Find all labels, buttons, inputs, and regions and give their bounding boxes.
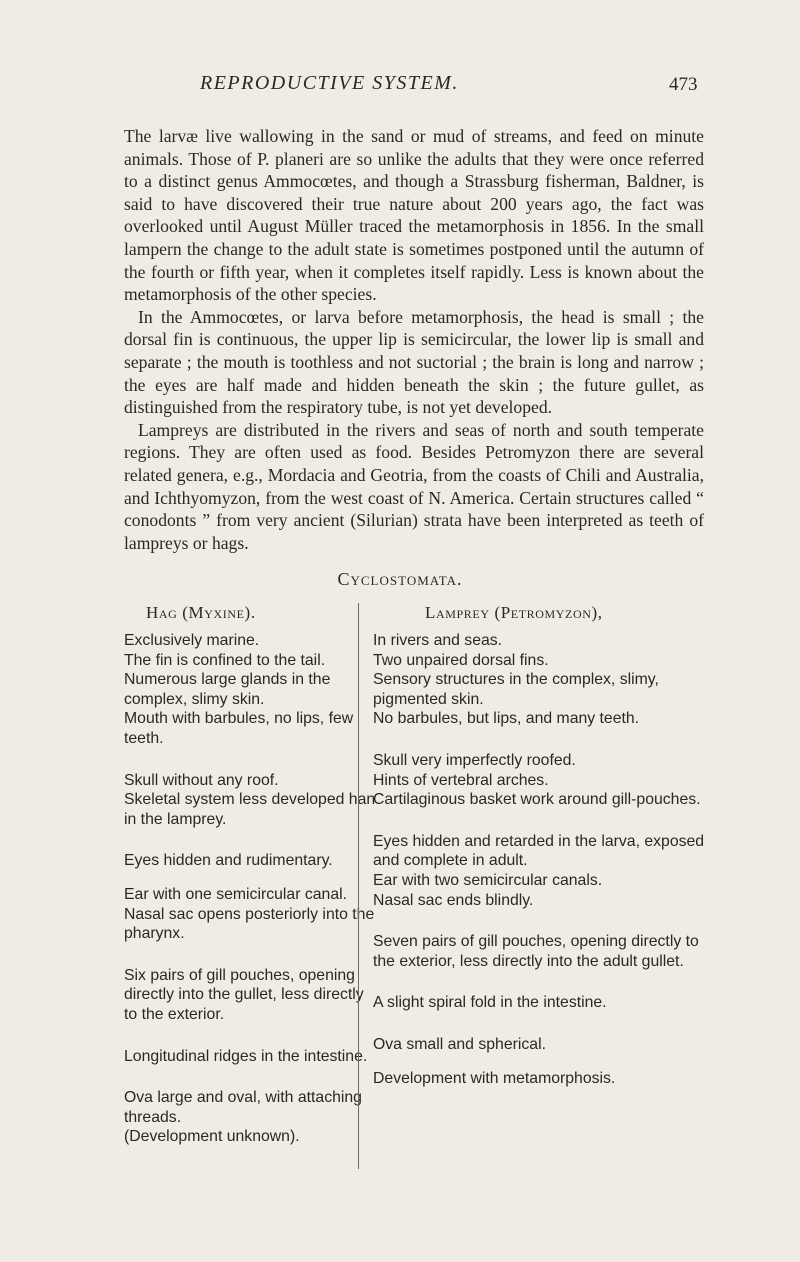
list-item: Ear with one semicircular canal. bbox=[124, 885, 347, 903]
page-number: 473 bbox=[669, 74, 698, 95]
list-item: In rivers and seas. bbox=[373, 632, 503, 649]
list-item: Exclusively marine. bbox=[124, 632, 260, 649]
list-item: Skeletal system less developed han in the lamprey. bbox=[124, 791, 376, 828]
list-item: Two unpaired dorsal fins. bbox=[373, 651, 549, 669]
section-title: Cyclostomata. bbox=[337, 569, 463, 589]
paragraph: In the Ammocœtes, or larva before metamorphosis, the head is small ; the dorsal fin is continuous, the upper lip is semicircular, the lower lip is small and separate ; the mouth is toothless and not suctorial ; the brain is long and narrow ; the eyes are half made and hidden beneath the skin ; the future gullet, as distinguished from the respiratory tube, is not yet developed. bbox=[124, 306, 704, 418]
list-item: Nasal sac opens posteriorly into the pharynx. bbox=[124, 905, 375, 943]
hag-heading: Hag (Myxine). bbox=[146, 603, 256, 622]
list-item: The fin is confined to the tail. bbox=[124, 651, 326, 669]
list-item: Ear with two semicircular canals. bbox=[373, 871, 603, 889]
list-item: Numerous large glands in the complex, slimy skin. bbox=[124, 671, 331, 708]
list-item: Eyes hidden and rudimentary. bbox=[124, 852, 333, 870]
list-item: Skull without any roof. bbox=[124, 771, 279, 789]
list-item: Eyes hidden and retarded in the larva, exposed and complete in adult. bbox=[373, 832, 705, 870]
list-item: Sensory structures in the complex, slimy, pigmented skin. bbox=[373, 671, 659, 708]
running-title: REPRODUCTIVE SYSTEM. bbox=[200, 72, 459, 94]
list-item: Mouth with barbules, no lips, few teeth. bbox=[124, 710, 354, 747]
list-item: Skull very imperfectly roofed. bbox=[373, 751, 576, 769]
list-item: (Development unknown). bbox=[124, 1128, 300, 1146]
paragraph: The larvæ live wallowing in the sand or mud of streams, and feed on minute animals. Those of P. planeri are so unlike the adults that they were once referred to a distinct genus Ammocœtes, and though a Strassburg fisherman, Baldner, is said to have discovered their true nature about 200 years ago, the fact was overlooked until August Müller traced the metamorphosis in 1856. In the small lampern the change to the adult state is sometimes postponed until the autumn of the fourth or fifth year, when it completes itself rapidly. Less is known about the metamorphosis of the other species. bbox=[124, 126, 704, 305]
list-item: Hints of vertebral arches. bbox=[373, 771, 549, 789]
list-item: Development with metamorphosis. bbox=[373, 1069, 616, 1087]
lamprey-heading: Lamprey (Petromyzon), bbox=[425, 603, 603, 622]
list-item: A slight spiral fold in the intestine. bbox=[373, 994, 607, 1012]
hag-column bbox=[124, 603, 378, 1147]
list-item: Cartilaginous basket work around gill-pouches. bbox=[373, 791, 701, 809]
lamprey-column bbox=[358, 603, 710, 1169]
list-item: Seven pairs of gill pouches, opening directly to the exterior, less directly into the adult gullet. bbox=[373, 933, 699, 970]
list-item: Nasal sac ends blindly. bbox=[373, 891, 534, 909]
page-header bbox=[0, 72, 800, 106]
list-item: No barbules, but lips, and many teeth. bbox=[373, 710, 640, 728]
list-item: Longitudinal ridges in the intestine. bbox=[124, 1047, 368, 1065]
paragraph: Lampreys are distributed in the rivers and seas of north and south temperate regions. They are often used as food. Besides Petromyzon there are several related genera, e.g., Mordacia and Geotria, from the coasts of Chili and Australia, and Ichthyomyzon, from the west coast of N. America. Certain structures called “ conodonts ” from very ancient (Silurian) strata have been interpreted as teeth of lampreys or hags. bbox=[124, 419, 704, 553]
body-text bbox=[124, 125, 704, 554]
list-item: Ova large and oval, with attaching threads. bbox=[124, 1089, 362, 1126]
list-item: Six pairs of gill pouches, opening directly into the gullet, less directly to the exterior. bbox=[124, 966, 364, 1023]
list-item: Ova small and spherical. bbox=[373, 1035, 546, 1053]
